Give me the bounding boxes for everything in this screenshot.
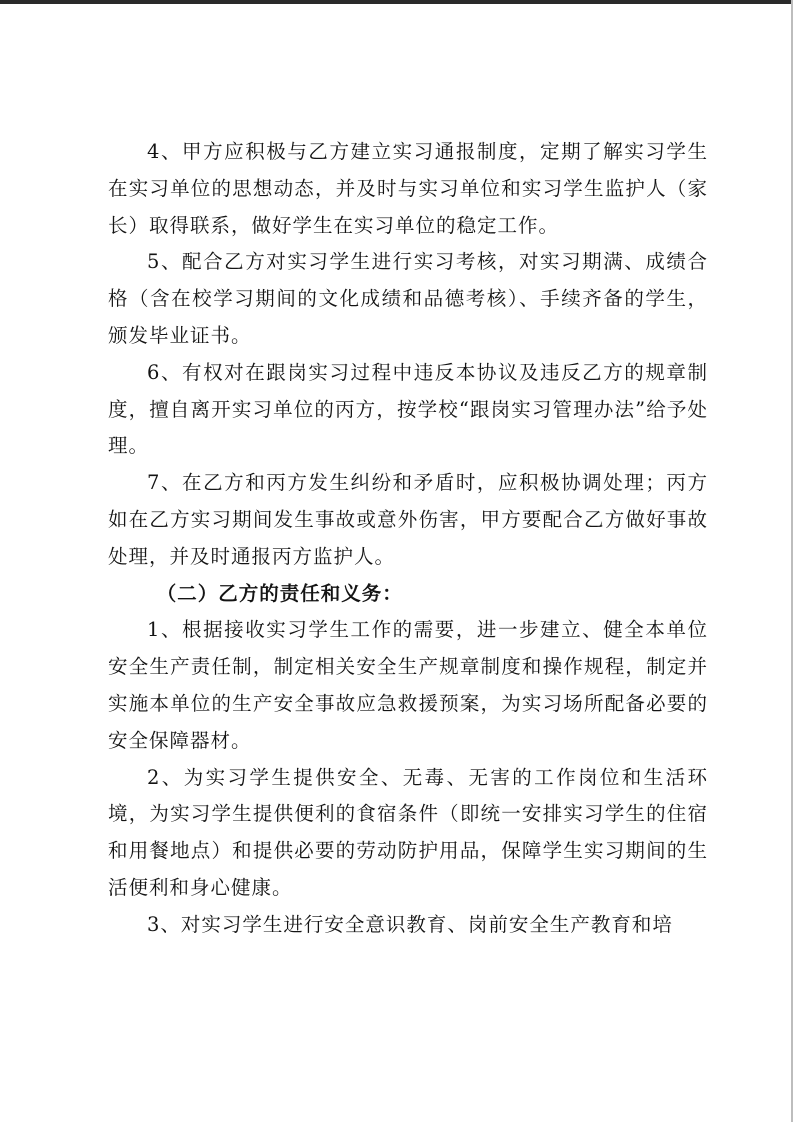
- paragraph-party-b-item-1: 1、根据接收实习学生工作的需要，进一步建立、健全本单位安全生产责任制，制定相关安全生产规章制度和操作规程，制定并实施本单位的生产安全事故应急救援预案，为实习场所配备必要的安全保障器材。: [108, 618, 708, 752]
- section-heading-party-b: （二）乙方的责任和义务：: [156, 581, 403, 605]
- document-body: [108, 134, 708, 944]
- paragraph-party-a-item-4: 4、甲方应积极与乙方建立实习通报制度，定期了解实习学生在实习单位的思想动态，并及时与实习单位和实习学生监护人（家长）取得联系，做好学生在实习单位的稳定工作。: [108, 140, 708, 237]
- paragraph-party-a-item-7: 7、在乙方和丙方发生纠纷和矛盾时，应积极协调处理；丙方如在乙方实习期间发生事故或意外伤害，甲方要配合乙方做好事故处理，并及时通报丙方监护人。: [108, 471, 708, 568]
- paragraph-party-b-item-2: 2、为实习学生提供安全、无毒、无害的工作岗位和生活环境，为实习学生提供便利的食宿条件（即统一安排实习学生的住宿和用餐地点）和提供必要的劳动防护用品，保障学生实习期间的生活便利和身心健康。: [108, 765, 708, 899]
- paragraph-party-a-item-5: 5、配合乙方对实习学生进行实习考核，对实习期满、成绩合格（含在校学习期间的文化成绩和品德考核）、手续齐备的学生，颁发毕业证书。: [108, 250, 708, 347]
- scan-border-top: [0, 0, 793, 4]
- paragraph-party-a-item-6: 6、有权对在跟岗实习过程中违反本协议及违反乙方的规章制度，擅自离开实习单位的丙方，按学校“跟岗实习管理办法”给予处理。: [108, 360, 708, 458]
- paragraph-party-b-item-3: 3、对实习学生进行安全意识教育、岗前安全生产教育和培: [147, 912, 673, 936]
